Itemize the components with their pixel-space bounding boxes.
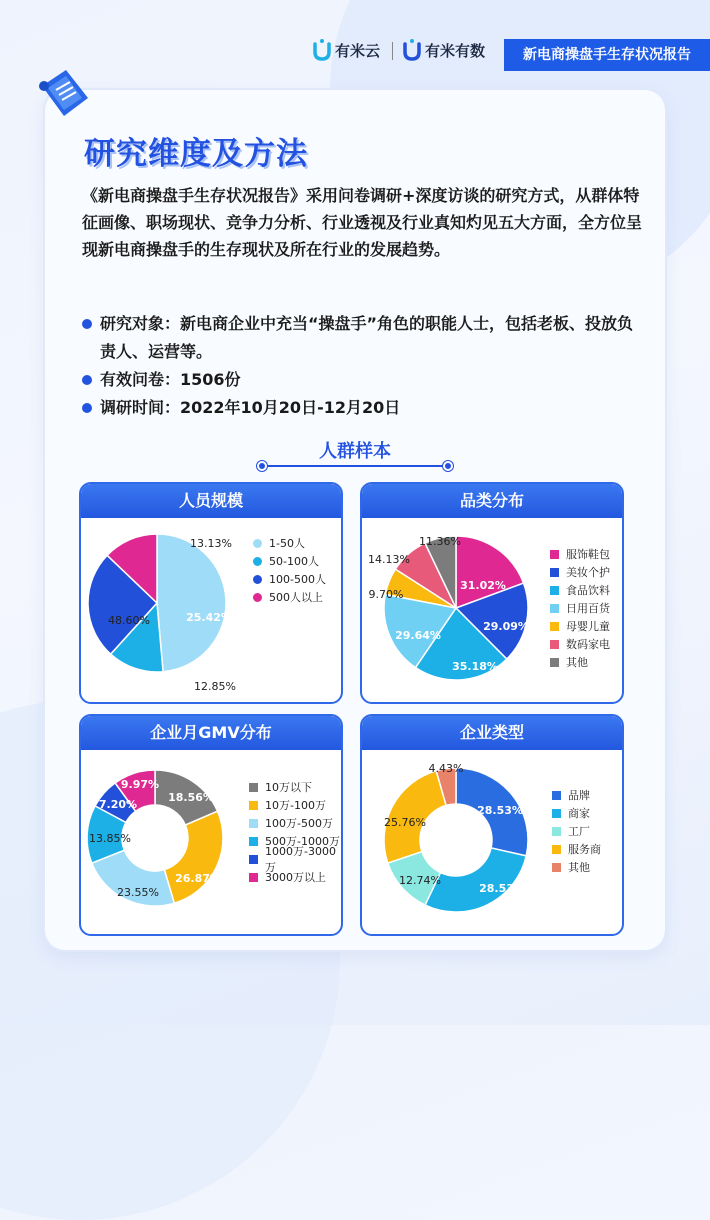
report-tag: 新电商操盘手生存状况报告	[504, 39, 710, 71]
legend-swatch	[249, 855, 258, 864]
logo-a-text: 有米云	[335, 41, 381, 60]
legend-swatch	[550, 658, 559, 667]
legend-label: 工厂	[568, 825, 590, 838]
value-label-2: 25.42%	[186, 611, 232, 624]
legend-item	[253, 570, 326, 588]
value-label-2: 35.18%	[452, 660, 498, 673]
panel-title: 企业月GMV分布	[81, 716, 341, 750]
panel-title: 人员规模	[81, 484, 341, 518]
value-label-4: 7.20%	[98, 798, 138, 811]
legend-label: 10万-100万	[265, 799, 326, 812]
value-label-0: 28.53%	[477, 804, 523, 817]
legend-item	[550, 617, 610, 635]
legend-label: 10万以下	[265, 781, 312, 794]
legend-swatch	[253, 539, 262, 548]
legend-swatch	[253, 557, 262, 566]
bullet-dot	[82, 403, 92, 413]
youmi-logo-icon	[402, 38, 422, 62]
legend-swatch	[552, 791, 561, 800]
top-bar	[0, 30, 710, 72]
legend-item	[550, 653, 610, 671]
underline-dot-left	[257, 461, 267, 471]
bullet-text: 研究对象：新电商企业中充当“操盘手”角色的职能人士，包括老板、投放负责人、运营等。	[100, 314, 634, 361]
value-label-2: 12.74%	[399, 874, 441, 887]
value-label-1: 29.09%	[483, 620, 529, 633]
legend-item	[552, 786, 601, 804]
legend-item	[552, 804, 601, 822]
legend-item	[249, 814, 341, 832]
panel-company-type	[360, 714, 624, 936]
youmi-logo-icon	[312, 38, 332, 62]
legend-item	[249, 778, 341, 796]
slice-1	[164, 811, 223, 903]
bullet-text: 有效问卷：1506份	[100, 370, 241, 389]
category-legend	[550, 545, 610, 671]
legend-label: 其他	[568, 861, 590, 874]
legend-swatch	[550, 640, 559, 649]
legend-swatch	[552, 827, 561, 836]
legend-label: 商家	[568, 807, 590, 820]
legend-swatch	[550, 604, 559, 613]
value-label-3: 29.64%	[395, 629, 441, 642]
sample-title-underline	[262, 465, 448, 467]
legend-item	[249, 845, 341, 874]
value-label-3: 12.85%	[194, 680, 236, 693]
value-label-5: 14.13%	[368, 553, 410, 566]
bullet-research-subject	[82, 310, 642, 366]
legend-swatch	[249, 873, 258, 882]
legend-label: 1-50人	[269, 537, 305, 550]
legend-item	[550, 635, 610, 653]
gmv-legend	[249, 778, 341, 886]
legend-item	[552, 840, 601, 858]
value-label-5: 9.97%	[120, 778, 160, 791]
company-type-legend	[552, 786, 601, 876]
value-label-3: 13.85%	[89, 832, 131, 845]
legend-swatch	[550, 568, 559, 577]
bullet-text: 调研时间：2022年10月20日-12月20日	[100, 398, 401, 417]
legend-item	[253, 552, 326, 570]
legend-item	[550, 599, 610, 617]
sample-section-title: 人群样本	[319, 441, 391, 462]
legend-swatch	[249, 783, 258, 792]
legend-label: 1000万-3000万	[265, 845, 336, 874]
legend-label: 服务商	[568, 843, 601, 856]
legend-item	[550, 581, 610, 599]
panel-title: 品类分布	[362, 484, 622, 518]
legend-item	[552, 858, 601, 876]
logo-b-text: 有米有数	[425, 41, 486, 60]
legend-swatch	[253, 575, 262, 584]
value-label-0: 31.02%	[460, 579, 506, 592]
youmi-data-logo	[402, 38, 485, 62]
legend-label: 食品饮料	[566, 584, 610, 597]
legend-item	[550, 545, 610, 563]
value-label-1: 13.13%	[190, 537, 232, 550]
slice-0	[157, 534, 226, 672]
value-label-3: 25.76%	[384, 816, 426, 829]
legend-swatch	[552, 863, 561, 872]
value-label-4: 4.43%	[428, 762, 464, 775]
legend-swatch	[552, 809, 561, 818]
legend-label: 100-500人	[269, 573, 326, 586]
legend-label: 100万-500万	[265, 817, 333, 830]
value-label-0: 18.56%	[168, 791, 214, 804]
legend-item	[253, 534, 326, 552]
value-label-1: 28.53%	[479, 882, 525, 895]
legend-swatch	[552, 845, 561, 854]
legend-label: 500万-1000万	[265, 835, 340, 848]
panel-monthly-gmv	[79, 714, 343, 936]
legend-item	[552, 822, 601, 840]
legend-label: 数码家电	[566, 638, 610, 651]
legend-label: 50-100人	[269, 555, 319, 568]
legend-label: 服饰鞋包	[566, 548, 610, 561]
legend-item	[249, 796, 341, 814]
legend-label: 品牌	[568, 789, 590, 802]
scroll-decoration-icon	[34, 64, 96, 126]
bullet-survey-period	[82, 394, 642, 422]
legend-swatch	[550, 622, 559, 631]
panel-category-distribution	[360, 482, 624, 704]
legend-label: 母婴儿童	[566, 620, 610, 633]
legend-swatch	[550, 550, 559, 559]
value-label-2: 23.55%	[117, 886, 159, 899]
bullet-valid-questionnaires	[82, 366, 642, 394]
legend-swatch	[249, 801, 258, 810]
youmi-cloud-logo	[312, 38, 380, 62]
legend-label: 500人以上	[269, 591, 323, 604]
bullet-dot	[82, 375, 92, 385]
legend-label: 其他	[566, 656, 588, 669]
legend-swatch	[249, 837, 258, 846]
legend-label: 美妆个护	[566, 566, 610, 579]
legend-item	[253, 588, 326, 606]
value-label-1: 26.87%	[175, 872, 221, 885]
legend-swatch	[550, 586, 559, 595]
staff-size-legend	[253, 534, 326, 606]
panel-staff-size	[79, 482, 343, 704]
intro-paragraph: 《新电商操盘手生存状况报告》采用问卷调研+深度访谈的研究方式，从群体特征画像、职场现状、竞争力分析、行业透视及行业真知灼见五大方面，全方位呈现新电商操盘手的生存现状及所在行业的发展趋势。	[82, 186, 643, 259]
panel-title: 企业类型	[362, 716, 622, 750]
value-label-4: 9.70%	[368, 588, 404, 601]
legend-swatch	[253, 593, 262, 602]
bullet-dot	[82, 319, 92, 329]
underline-dot-right	[443, 461, 453, 471]
legend-label: 日用百货	[566, 602, 610, 615]
legend-item	[550, 563, 610, 581]
legend-swatch	[249, 819, 258, 828]
logo-divider	[392, 42, 393, 60]
value-label-0: 48.60%	[108, 614, 150, 627]
value-label-6: 11.36%	[419, 535, 461, 548]
legend-label: 3000万以上	[265, 871, 326, 884]
page-title: 研究维度及方法	[84, 136, 308, 172]
